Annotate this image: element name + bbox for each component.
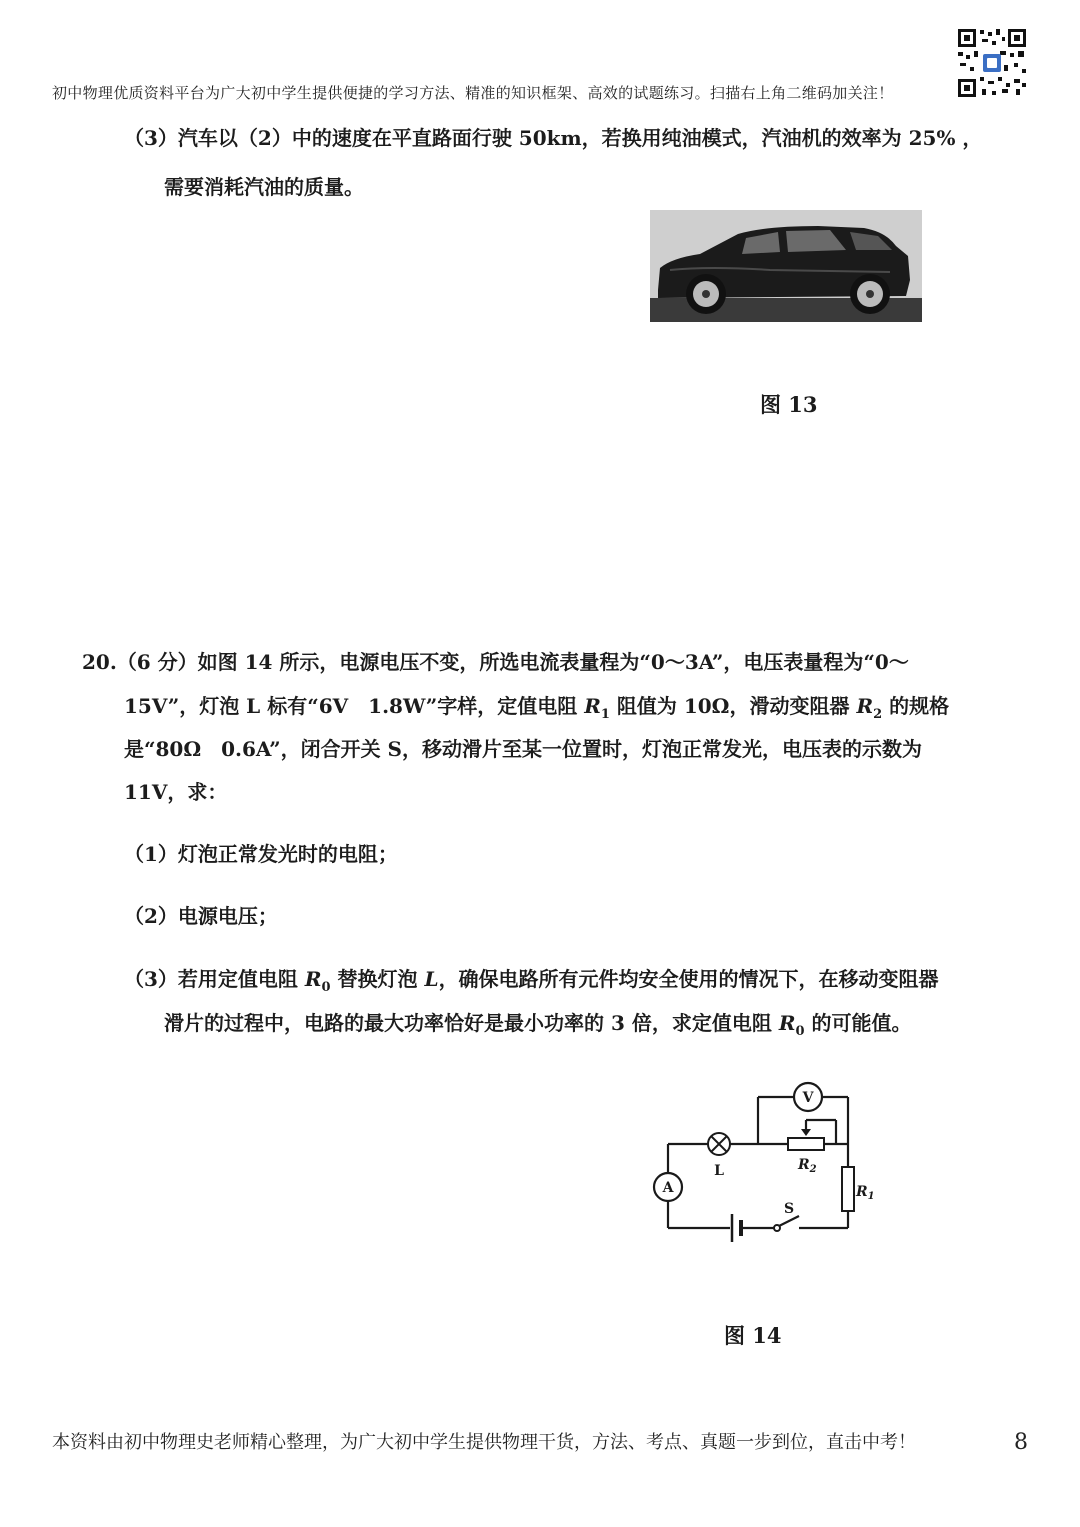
figure13-label: 图 13: [760, 392, 818, 417]
car-image: [650, 210, 922, 322]
rheostat-r2-icon: [788, 1138, 824, 1150]
q20-sub2: （2）电源电压；: [124, 904, 278, 928]
circuit-diagram: [640, 1075, 880, 1260]
lamp-label: L: [714, 1163, 724, 1179]
slider-arrow-icon: [801, 1129, 811, 1136]
resistor-r1-icon: [842, 1167, 854, 1211]
lamp-icon: [708, 1133, 730, 1155]
r1-label: $R_1$: [856, 1184, 875, 1202]
q20-line3: 是“80Ω 0.6A”，闭合开关 S，移动滑片至某一位置时，灯泡正常发光，电压表的示数为: [124, 737, 922, 761]
q20-sub3-line1: （3）若用定值电阻 $R_0$ 替换灯泡 L，确保电路所有元件均安全使用的情况下，在移动变阻器: [124, 967, 939, 995]
figure14-label: 图 14: [724, 1323, 782, 1348]
switch-icon: [774, 1216, 799, 1231]
ammeter-label: A: [662, 1180, 674, 1196]
qr-code-icon[interactable]: [956, 27, 1028, 99]
q20-sub3-line2: 滑片的过程中，电路的最大功率恰好是最小功率的 3 倍，求定值电阻 $R_0$ 的可能值。: [164, 1011, 912, 1039]
q19-part3-line2: 需要消耗汽油的质量。: [164, 175, 364, 199]
q20-line4: 11V，求：: [124, 780, 228, 804]
q20-sub1: （1）灯泡正常发光时的电阻；: [124, 842, 398, 866]
footer-text: 本资料由初中物理史老师精心整理，为广大初中学生提供物理干货，方法、考点、真题一步到位，直击中考！: [52, 1432, 916, 1453]
q20-line2: 15V”，灯泡 L 标有“6V 1.8W”字样，定值电阻 $R_1$ 阻值为 10Ω，滑动变阻器 $R_2$ 的规格: [124, 694, 950, 722]
q20-line1: 20.（6 分）如图 14 所示，电源电压不变，所选电流表量程为“0～3A”，电压表量程为“0～: [82, 650, 909, 674]
voltmeter-label: V: [802, 1090, 814, 1106]
battery-icon: [732, 1214, 741, 1242]
switch-label: S: [783, 1201, 795, 1217]
r2-label: $R_2$: [798, 1157, 817, 1175]
q19-part3-line1: （3）汽车以（2）中的速度在平直路面行驶 50km，若换用纯油模式，汽油机的效率为 25% ，: [124, 126, 983, 150]
page-number: 8: [1014, 1430, 1028, 1455]
header-promo-text: 初中物理优质资料平台为广大初中学生提供便捷的学习方法、精准的知识框架、高效的试题练习。扫描右上角二维码加关注！: [52, 84, 894, 102]
